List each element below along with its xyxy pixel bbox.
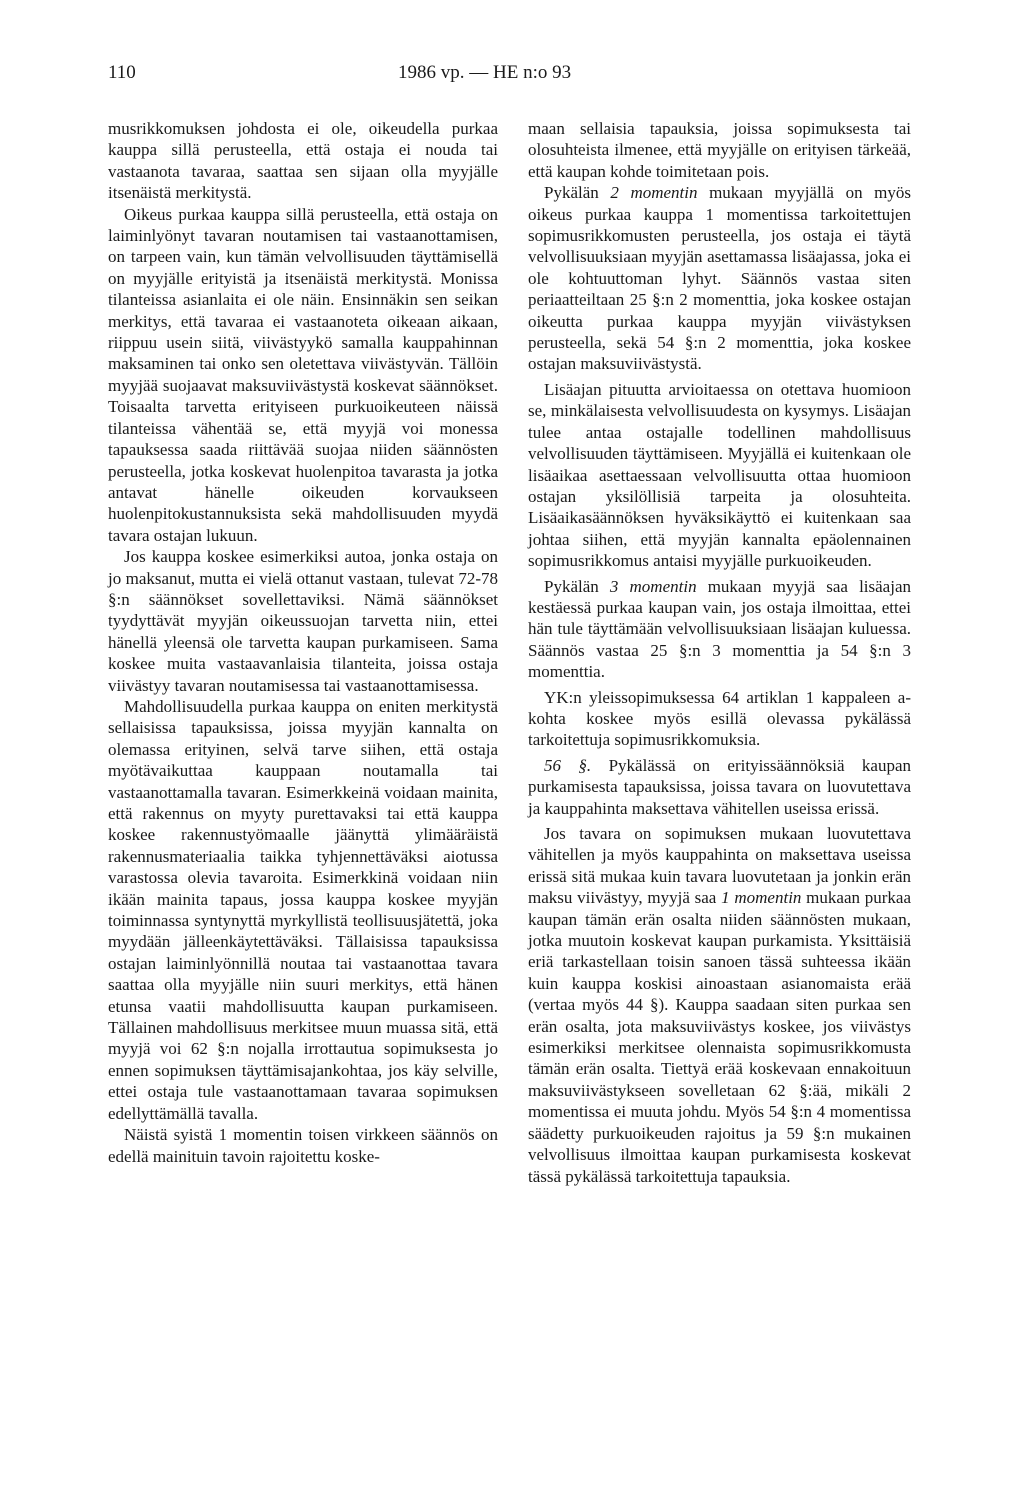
section-reference: 2 momentin [610, 183, 698, 203]
right-column [528, 118, 911, 1187]
paragraph-text: mukaan myyjä saa lisäajan kestäessä purkaa kaupan vain, jos ostaja ilmoittaa, ettei hän tule täyttämään velvollisuuksiaan lisäajan kuluessa. Säännös vastaa 25 §:n 3 momenttia ja 54 §:n 3 momenttia. [528, 576, 912, 682]
paragraph [528, 576, 911, 683]
paragraph-text: mukaan myyjällä on myös oikeus purkaa kauppa 1 momentissa tarkoitettujen sopimusrikkomusten perusteella, jos ostaja ei täytä velvollisuuksiaan myyjän asettamassa lisäajassa, joka ei ole kohtuuttoman lyhyt. Säännös vastaa siten periaatteiltaan 25 §:n 2 momenttia, joka koskee ostajan oikeutta purkaa kauppa myyjän viivästyksen perusteella, sekä 54 §:n 2 momenttia, joka koskee ostajan maksuviivästystä. [528, 183, 911, 374]
paragraph: Jos kauppa koskee esimerkiksi autoa, jonka ostaja on jo maksanut, mutta ei vielä ottanut vastaan, tulevat 72-78 §:n säännökset sovellettaviksi. Nämä säännökset tyydyttävät myyjän oikeussuojan tarvetta niin, ettei hänellä yleensä ole tarvetta kaupan purkamiseen. Sama koskee muita vastaavanlaisia tilanteita, joissa ostaja viivästyy tavaran noutamisessa tai vastaanottamisessa. [108, 547, 498, 695]
paragraph [528, 823, 911, 1187]
paragraph: musrikkomuksen johdosta ei ole, oikeudella purkaa kauppa sillä perusteella, että ostaja ei nouda tai vastaanota tavaraa, saattaa sen sijaan olla myyjälle itsenäistä merkitystä. [108, 119, 498, 203]
left-column [108, 118, 498, 1167]
paragraph-text: Pykälän [544, 183, 611, 203]
paragraph: maan sellaisia tapauksia, joissa sopimuksesta tai olosuhteista ilmenee, että myyjälle on erityisen tärkeää, että kaupan kohde toimitetaan pois. [528, 119, 911, 181]
paragraph [528, 755, 911, 819]
paragraph-text: Jos tavara on sopimuksen mukaan luovutettava vähitellen ja myös kauppahinta on maksettava useissa erissä sitä mukaa kuin tavara luovutetaan ja jonkin erän maksu viivästyy, myyjä saa [528, 824, 911, 908]
paragraph: Lisäajan pituutta arvioitaessa on otettava huomioon se, minkälaisesta velvollisuudesta on kysymys. Lisäajan tulee antaa ostajalle todellinen mahdollisuus velvollisuuden täyttämiseen. Myyjällä ei kuitenkaan ole lisäaikaa asettaessaan velvollisuutta ottaa huomioon ostajan yksilöllisiä tarpeita ja olosuhteita. Lisäaikasäännöksen hyväksikäyttö ei kuitenkaan saa johtaa siihen, että myyjän kannalta epäolennainen sopimusrikkomus antaisi myyjälle purkuoikeuden. [528, 379, 911, 571]
paragraph: Oikeus purkaa kauppa sillä perusteella, että ostaja on laiminlyönyt tavaran noutamisen tai vastaanottamisen, on tarpeen vain, kun tämän velvollisuuden täyttämisellä on myyjälle erityistä ja itsenäistä merkitystä. Monissa tilanteissa asianlaita ei ole näin. Ensinnäkin sen seikan merkitys, että tavaraa ei vastaanoteta oikeaan aikaan, riippuu usein siitä, viivästyykö samalla kauppahinnan maksaminen tai onko sen oletettava viivästyvän. Tällöin myyjää suojaavat maksuviivästystä koskevat säännökset. Toisaalta tarvetta erityiseen purkuoikeuteen näissä tilanteissa vähentää se, että myyjä voi monessa tapauksessa saada riittävää suojaa niiden säännösten perusteella, jotka koskevat huolenpitoa tavarasta ja jotka antavat hänelle oikeuden korvaukseen huolenpitokustannuksista sekä mahdollisuuden myydä tavara ostajan lukuun. [108, 204, 498, 545]
paragraph: Mahdollisuudella purkaa kauppa on eniten merkitystä sellaisissa tapauksissa, joissa myyjän kannalta on olemassa erityinen, selvä tarve siihen, että ostaja myötävaikuttaa kauppaan noutamalla tai vastaanottamalla tavaran. Esimerkkeinä voidaan mainita, että rakennus on myyty purettavaksi tai että kauppa koskee rakennustyömaalle jäänyttä ylimääräistä rakennusmateriaalia taikka tyhjennettäväksi aiotussa varastossa olevia tavaroita. Esimerkkinä voidaan niin ikään mainita tapaus, jossa kauppa koskee myyjän toiminnassa syntynyttä myrkyllistä teollisuusjätettä, joka myydään jälleenkäytettäväksi. Tällaisissa tapauksissa ostajan laiminlyönnillä noutaa tai vastaanottaa tavara saattaa olla myyjälle niin suuri merkitys, että hänen etunsa vaatii mahdollisuutta kaupan purkamiseen. Tällainen mahdollisuus merkitsee muun muassa sitä, että myyjä voi 62 §:n nojalla irrottautua sopimuksesta jo ennen sopimuksen täyttämisajankohtaa, jos käy selville, ettei ostaja tule vastaanottamaan tavaraa sopimuksen edellyttämällä tavalla. [108, 696, 498, 1123]
section-heading: 56 §. [544, 755, 592, 775]
paragraph [528, 182, 911, 375]
section-reference: 1 momentin [721, 888, 802, 908]
paragraph-text: Pykälässä on erityissäännöksiä kaupan purkamisesta tapauksissa, joissa tavara on luovutettava ja kauppahinta maksettava vähitellen useissa erissä. [528, 755, 911, 818]
section-reference: 3 momentin [609, 576, 697, 596]
running-head: 1986 vp. — HE n:o 93 [398, 62, 572, 83]
paragraph-text: mukaan purkaa kaupan tämän erän osalta niiden säännösten mukaan, jotka muutoin koskevat kaupan purkamista. Yksittäisiä eriä tarkastellaan toisin sanoen tässä suhteessa ikään kuin kauppa koskisi ainoastaan asianomaista erää (vertaa myös 44 §). Kauppa saadaan siten purkaa sen erän osalta, jota maksuviivästys koskee, jos viivästys esimerkiksi merkitsee olennaista sopimusrikkomusta tämän erän osalta. Tiettyä erää koskevaan ennakoituun maksuviivästykseen sovelletaan 62 §:ää, mikäli 2 momentissa ei muuta johdu. Myös 54 §:n 4 momentissa säädetty purkuoikeuden rajoitus ja 59 §:n mukainen velvollisuus ilmoittaa kaupan purkamisesta koskevat tässä pykälässä tarkoitettuja tapauksia. [528, 888, 912, 1186]
paragraph-text: Pykälän [544, 576, 610, 596]
page-header [108, 62, 911, 90]
paragraph: YK:n yleissopimuksessa 64 artiklan 1 kappaleen a- kohta koskee myös esillä olevassa pykälässä tarkoitettuja sopimusrikkomuksia. [528, 687, 911, 750]
page-number: 110 [108, 62, 136, 83]
paragraph: Näistä syistä 1 momentin toisen virkkeen säännös on edellä mainituin tavoin rajoitettu koske- [108, 1125, 498, 1166]
